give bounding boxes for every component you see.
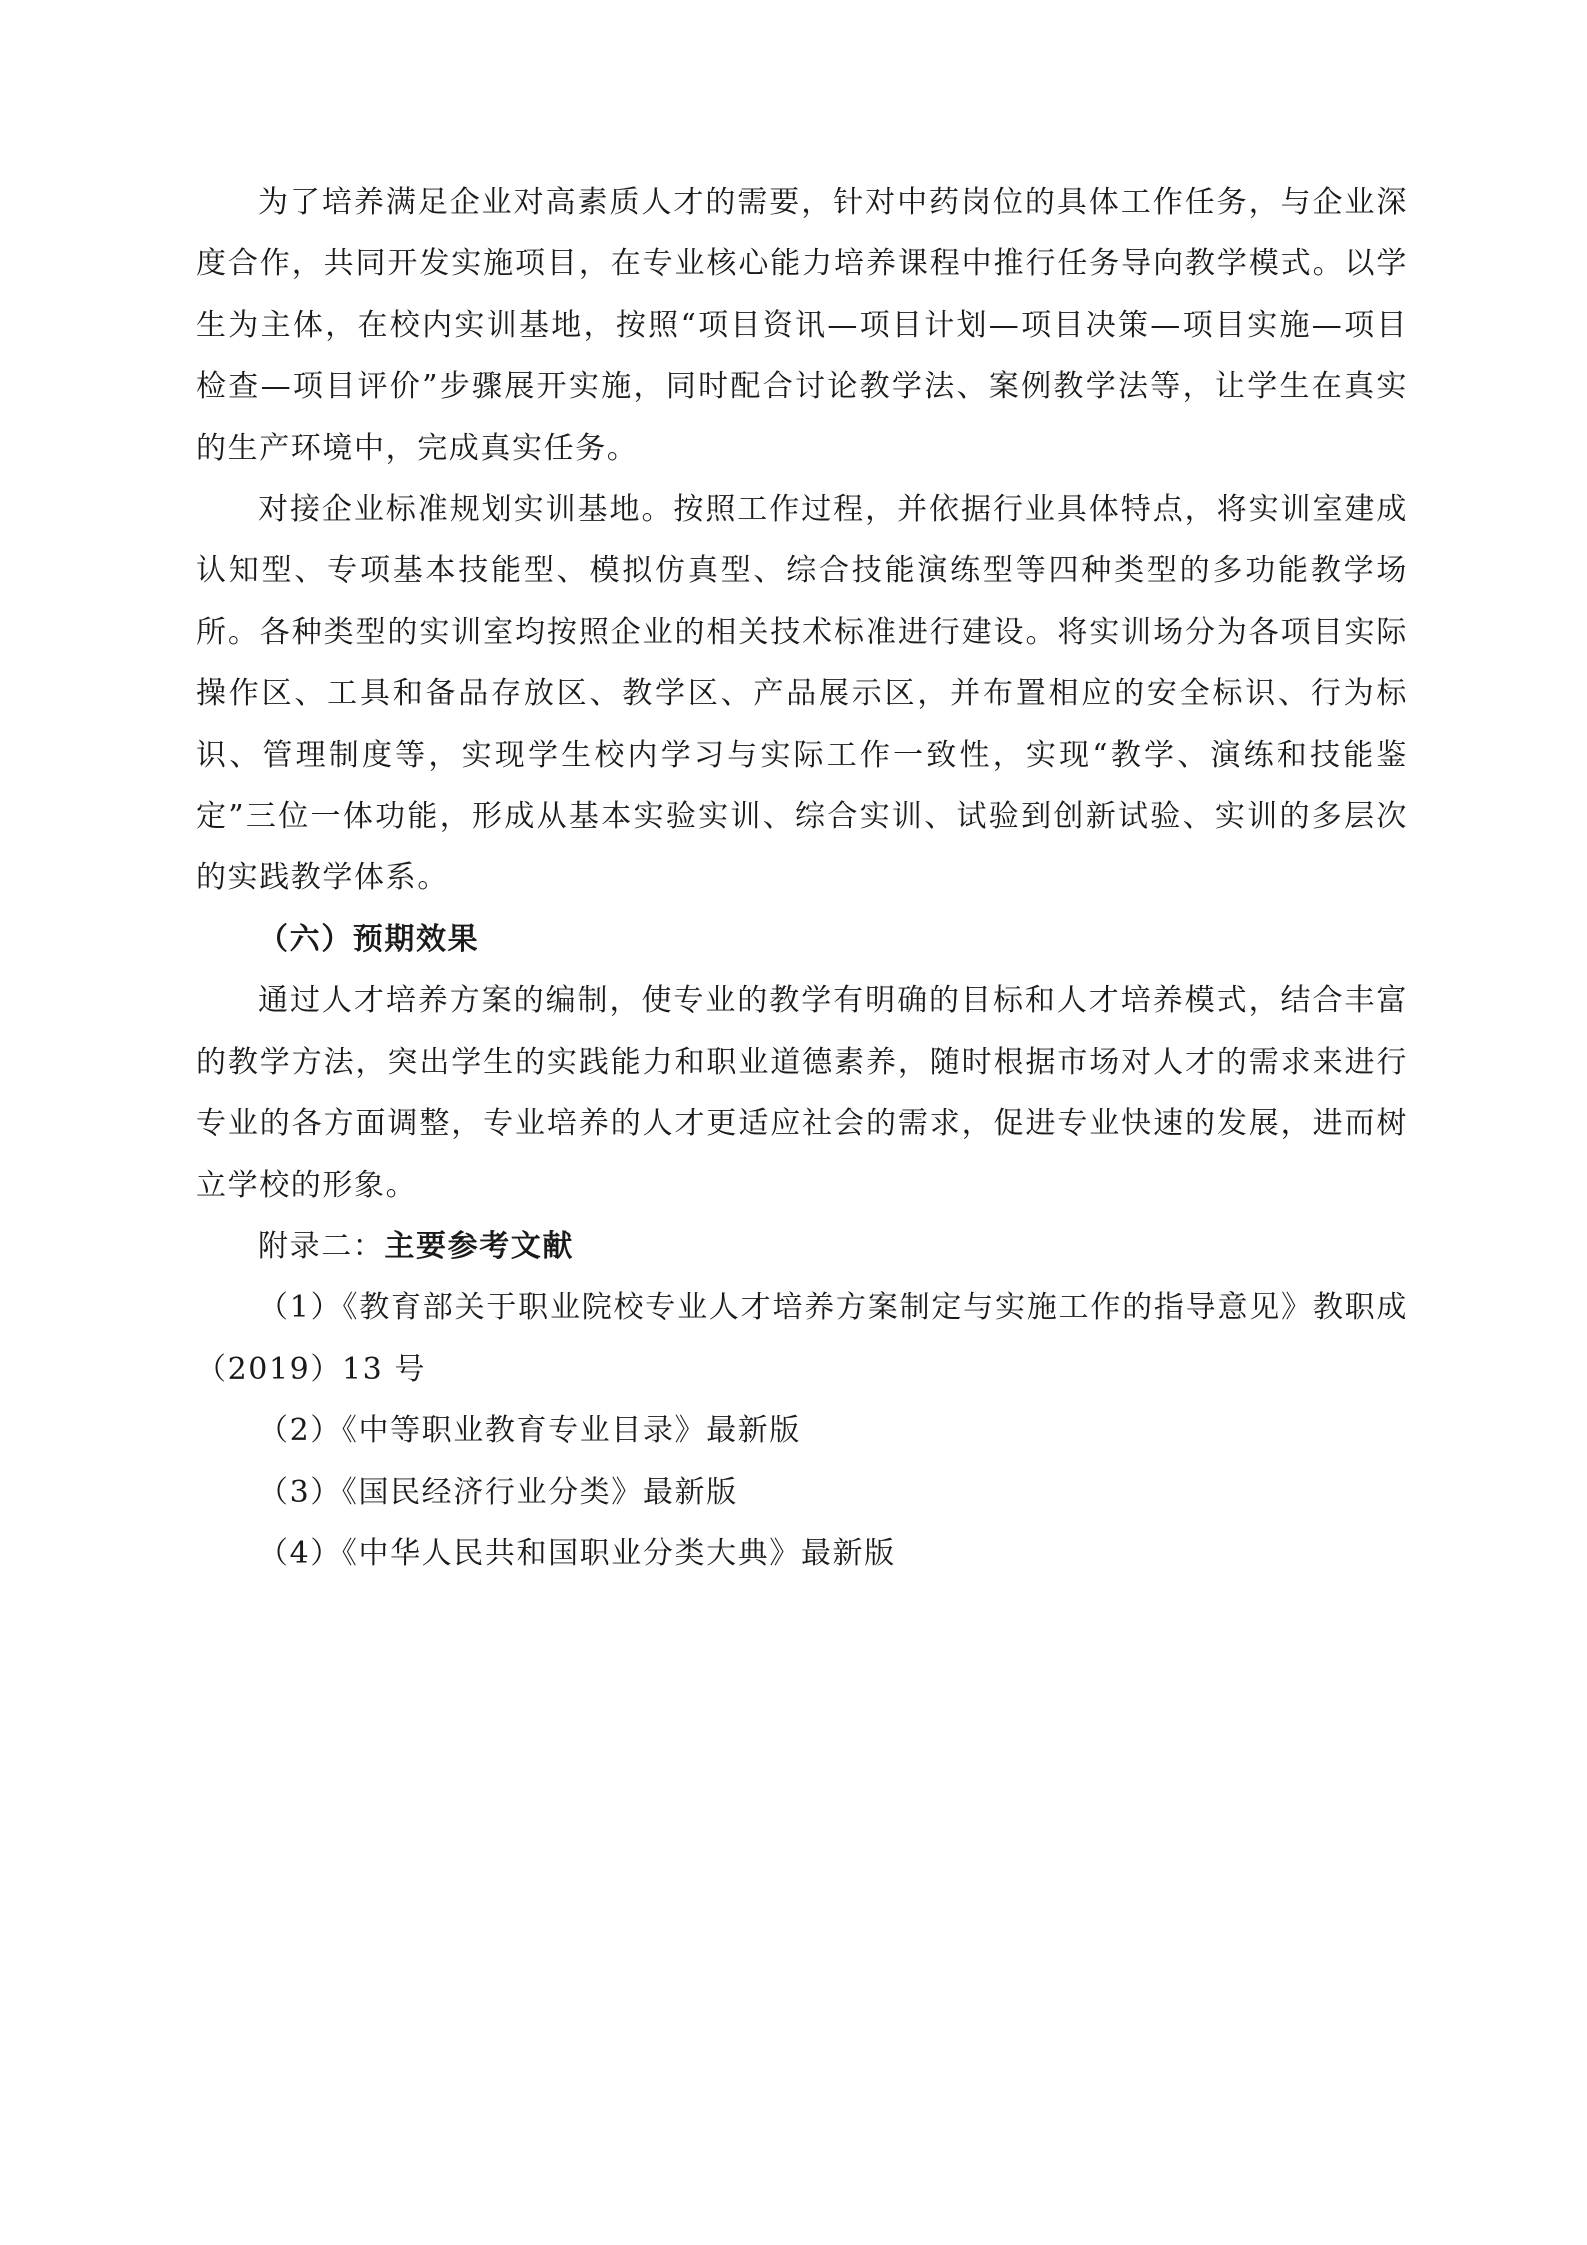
appendix-heading	[196, 1216, 1408, 1277]
appendix-title: 主要参考文献	[384, 1228, 575, 1264]
reference-item: （4）《中华人民共和国职业分类大典》最新版	[258, 1535, 896, 1571]
reference-item: （2）《中等职业教育专业目录》最新版	[258, 1413, 801, 1449]
paragraph-task-oriented-teaching: 为了培养满足企业对高素质人才的需要，针对中药岗位的具体工作任务，与企业深度合作，共同开发实施项目，在专业核心能力培养课程中推行任务导向教学模式。以学生为主体，在校内实训基地，按照“项目资讯—项目计划—项目决策—项目实施—项目检查—项目评价”步骤展开实施，同时配合讨论教学法、案例教学法等，让学生在真实的生产环境中，完成真实任务。	[196, 185, 1408, 466]
document-body	[196, 172, 1408, 1584]
paragraph-training-base: 对接企业标准规划实训基地。按照工作过程，并依据行业具体特点，将实训室建成认知型、专项基本技能型、模拟仿真型、综合技能演练型等四种类型的多功能教学场所。各种类型的实训室均按照企业的相关技术标准进行建设。将实训场分为各项目实际操作区、工具和备品存放区、教学区、产品展示区，并布置相应的安全标识、行为标识、管理制度等，实现学生校内学习与实际工作一致性，实现“教学、演练和技能鉴定”三位一体功能，形成从基本实验实训、综合实训、试验到创新试验、实训的多层次的实践教学体系。	[196, 492, 1408, 896]
paragraph-expected-effect: 通过人才培养方案的编制，使专业的教学有明确的目标和人才培养模式，结合丰富的教学方法，突出学生的实践能力和职业道德素养，随时根据市场对人才的需求来进行专业的各方面调整，专业培养的人才更适应社会的需求，促进专业快速的发展，进而树立学校的形象。	[196, 983, 1408, 1203]
appendix-label: 附录二：	[258, 1228, 385, 1264]
section-heading-expected-effect: （六）预期效果	[258, 921, 480, 957]
reference-list	[196, 1277, 1408, 1584]
reference-item: （1）《教育部关于职业院校专业人才培养方案制定与实施工作的指导意见》教职成（2019）13 号	[196, 1290, 1408, 1387]
reference-item: （3）《国民经济行业分类》最新版	[258, 1474, 738, 1510]
